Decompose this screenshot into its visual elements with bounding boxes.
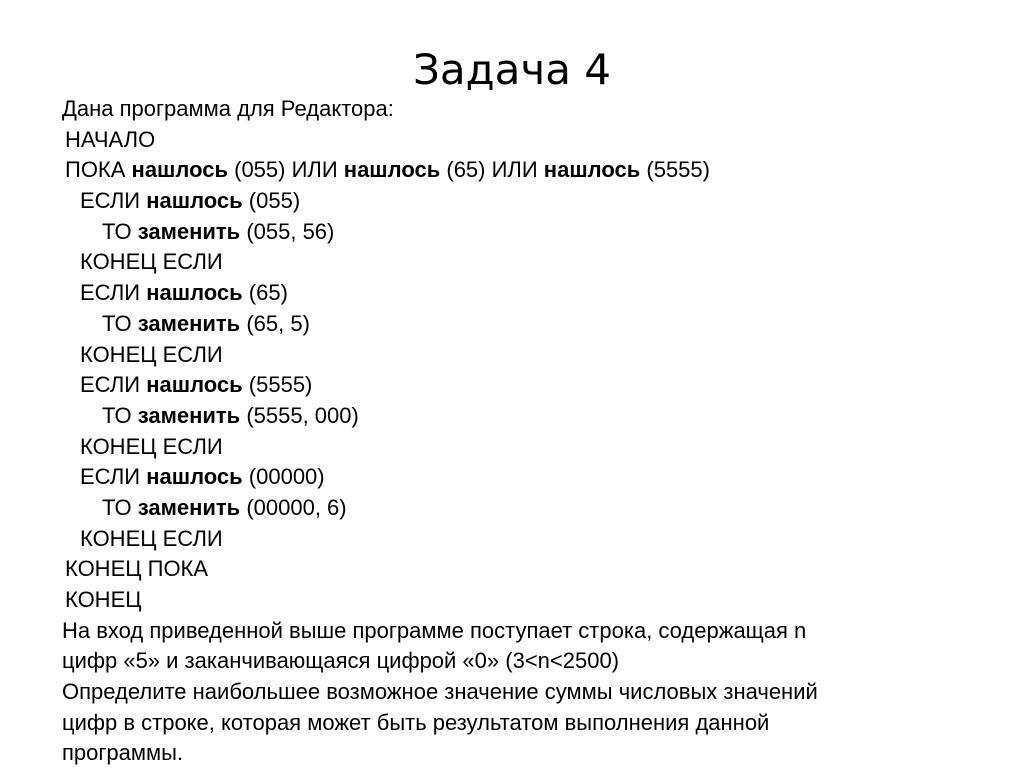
question-text-line: Определите наибольшее возможное значение суммы числовых значений: [62, 679, 818, 705]
question-text-line: программы.: [62, 740, 184, 766]
slide-body: [62, 94, 1012, 769]
code-then: [62, 309, 1012, 340]
code-endif: КОНЕЦ ЕСЛИ: [80, 249, 223, 275]
code-endif: КОНЕЦ ЕСЛИ: [80, 341, 223, 367]
code-end: КОНЕЦ: [65, 587, 142, 612]
replace-arg: (65, 5): [240, 310, 310, 336]
question-text-line: цифр в строке, которая может быть результатом выполнения данной: [62, 709, 770, 735]
found-keyword: нашлось: [146, 464, 243, 490]
then-keyword: ТО: [102, 402, 138, 428]
replace-arg: (00000, 6): [240, 494, 347, 520]
code-if: [62, 462, 1012, 493]
code-endwhile: КОНЕЦ ПОКА: [65, 556, 209, 582]
replace-keyword: заменить: [137, 402, 241, 428]
if-arg: (5555): [242, 372, 313, 398]
or-keyword: ИЛИ: [485, 157, 544, 183]
while-arg: (65): [440, 157, 486, 183]
found-keyword: нашлось: [131, 157, 228, 183]
intro-text: Дана программа для Редактора:: [62, 96, 394, 121]
if-keyword: ЕСЛИ: [80, 188, 147, 214]
task-text-line: цифр «5» и заканчивающаяся цифрой «0» (3<n<2500): [62, 648, 620, 674]
found-keyword: нашлось: [146, 280, 243, 306]
replace-keyword: заменить: [137, 218, 241, 244]
replace-keyword: заменить: [137, 310, 241, 336]
task-text-line: На вход приведенной выше программе поступает строка, содержащая n: [62, 617, 807, 643]
code-then: [62, 493, 1012, 524]
code-then: [62, 401, 1012, 432]
code-endif: КОНЕЦ ЕСЛИ: [80, 433, 223, 459]
code-endif: КОНЕЦ ЕСЛИ: [80, 525, 223, 551]
found-keyword: нашлось: [343, 157, 441, 183]
then-keyword: ТО: [102, 310, 138, 336]
code-if: [62, 278, 1012, 309]
while-keyword: ПОКА: [65, 157, 132, 183]
code-while: [62, 155, 1012, 186]
then-keyword: ТО: [102, 494, 138, 520]
if-arg: (055): [242, 188, 301, 214]
if-arg: (65): [242, 280, 288, 306]
then-keyword: ТО: [102, 218, 138, 244]
code-then: [62, 217, 1012, 248]
replace-arg: (055, 56): [240, 218, 335, 244]
if-keyword: ЕСЛИ: [80, 372, 147, 398]
replace-keyword: заменить: [137, 494, 241, 520]
found-keyword: нашлось: [146, 372, 243, 398]
if-keyword: ЕСЛИ: [80, 280, 147, 306]
while-arg: (055): [228, 157, 286, 183]
if-keyword: ЕСЛИ: [80, 464, 147, 490]
replace-arg: (5555, 000): [240, 402, 359, 428]
code-start: НАЧАЛО: [65, 126, 156, 152]
found-keyword: нашлось: [543, 157, 641, 183]
or-keyword: ИЛИ: [285, 157, 344, 183]
found-keyword: нашлось: [146, 188, 243, 214]
code-if: [62, 186, 1012, 217]
code-if: [62, 370, 1012, 401]
if-arg: (00000): [242, 464, 325, 490]
slide-title: Задача 4: [412, 45, 612, 94]
while-arg: (5555): [640, 157, 710, 183]
